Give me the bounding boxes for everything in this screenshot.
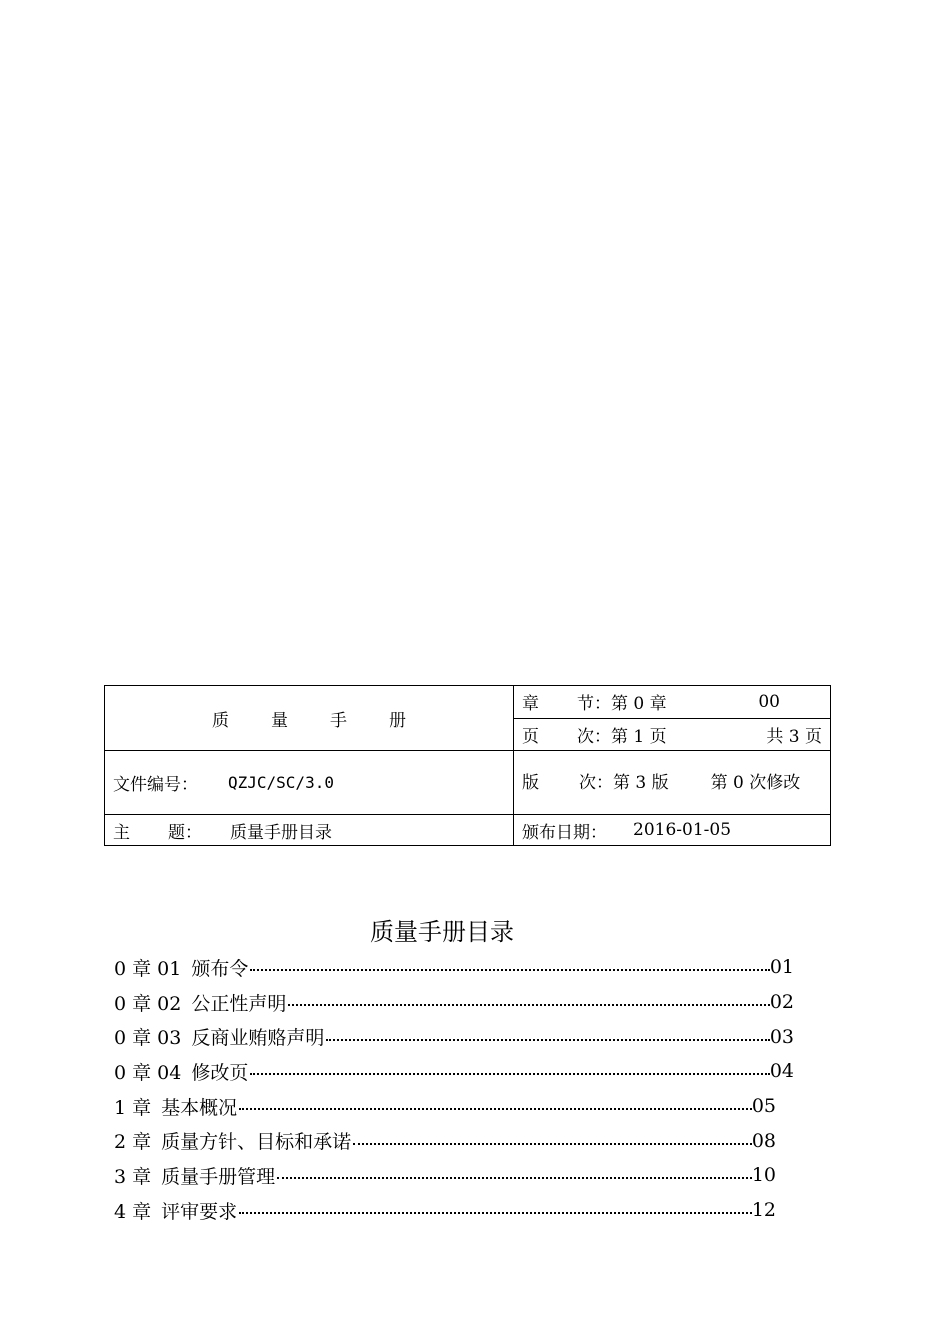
toc-page-number: 12 xyxy=(751,1199,776,1222)
revision-value: 第 0 次修改 xyxy=(710,772,801,793)
issue-date-cell xyxy=(514,815,831,846)
page-total: 共 3 页 xyxy=(766,726,822,747)
toc-entry-name: 质量手册管理 xyxy=(161,1165,276,1188)
chapter-value: 第 0 章 xyxy=(611,694,667,715)
toc-entry-name: 反商业贿赂声明 xyxy=(191,1027,325,1050)
subject-value: 质量手册目录 xyxy=(230,822,332,843)
version-value: 第 3 版 xyxy=(613,772,669,793)
doc-number-cell xyxy=(105,751,514,815)
chapter-label-2: 节： xyxy=(577,694,611,715)
toc-page-number: 10 xyxy=(751,1164,776,1187)
toc-chapter: 3 章 xyxy=(114,1165,152,1188)
toc-item[interactable] xyxy=(114,1054,794,1089)
toc-entry-name: 公正性声明 xyxy=(191,992,287,1015)
toc-item[interactable] xyxy=(114,950,794,985)
doc-number-value: QZJC/SC/3.0 xyxy=(228,773,334,792)
issue-date-label: 颁布日期： xyxy=(522,822,607,843)
toc-leader-dots xyxy=(250,1060,769,1082)
toc-chapter: 0 章 04 xyxy=(114,1061,182,1084)
toc-page-number: 03 xyxy=(769,1025,794,1048)
doc-number-label: 文件编号： xyxy=(113,775,198,795)
toc-entry-name: 质量方针、目标和承诺 xyxy=(161,1131,352,1154)
toc-title: 质量手册目录 xyxy=(370,918,514,946)
title-char: 量 xyxy=(271,710,288,731)
toc-chapter: 2 章 xyxy=(114,1131,152,1154)
toc-page-number: 05 xyxy=(751,1095,776,1118)
toc-entry-name: 评审要求 xyxy=(161,1200,238,1223)
toc-leader-dots xyxy=(250,956,769,978)
manual-title xyxy=(105,686,514,751)
page-value: 第 1 页 xyxy=(611,726,667,747)
toc-leader-dots xyxy=(326,1026,769,1048)
title-char: 册 xyxy=(389,710,406,731)
toc-item[interactable] xyxy=(114,1193,776,1228)
toc-item[interactable] xyxy=(114,1158,776,1193)
toc-chapter: 4 章 xyxy=(114,1200,152,1223)
toc-chapter: 1 章 xyxy=(114,1096,152,1119)
toc-chapter: 0 章 03 xyxy=(114,1027,182,1050)
toc-entry-name: 基本概况 xyxy=(161,1096,238,1119)
toc-item[interactable] xyxy=(114,1089,776,1124)
toc-page-number: 08 xyxy=(751,1129,776,1152)
page-cell xyxy=(514,718,831,751)
toc-leader-dots xyxy=(288,991,769,1013)
toc-item[interactable] xyxy=(114,1123,776,1158)
title-char: 质 xyxy=(212,710,229,731)
title-char: 手 xyxy=(330,710,347,731)
toc-page-number: 04 xyxy=(769,1060,794,1083)
toc-entry-name: 颁布令 xyxy=(191,957,249,980)
document-header-table xyxy=(104,685,831,846)
page-label-2: 次： xyxy=(577,726,611,747)
version-label: 版 xyxy=(522,772,539,793)
table-of-contents xyxy=(114,950,794,1228)
toc-leader-dots xyxy=(239,1199,752,1221)
chapter-cell xyxy=(514,686,831,719)
chapter-label: 章 xyxy=(522,694,539,715)
page-label: 页 xyxy=(522,726,539,747)
toc-chapter: 0 章 01 xyxy=(114,957,182,980)
toc-item[interactable] xyxy=(114,985,794,1020)
subject-cell xyxy=(105,815,514,846)
toc-leader-dots xyxy=(239,1095,752,1117)
toc-leader-dots xyxy=(353,1130,752,1152)
version-cell xyxy=(514,751,831,815)
toc-page-number: 02 xyxy=(769,991,794,1014)
toc-item[interactable] xyxy=(114,1019,794,1054)
subject-label-2: 题： xyxy=(168,822,202,843)
toc-entry-name: 修改页 xyxy=(191,1061,249,1084)
subject-label: 主 xyxy=(113,822,130,843)
toc-leader-dots xyxy=(277,1164,752,1186)
version-label-2: 次： xyxy=(579,772,613,793)
toc-chapter: 0 章 02 xyxy=(114,992,182,1015)
chapter-code: 00 xyxy=(758,691,780,712)
issue-date-value: 2016-01-05 xyxy=(633,820,732,840)
toc-page-number: 01 xyxy=(769,956,794,979)
